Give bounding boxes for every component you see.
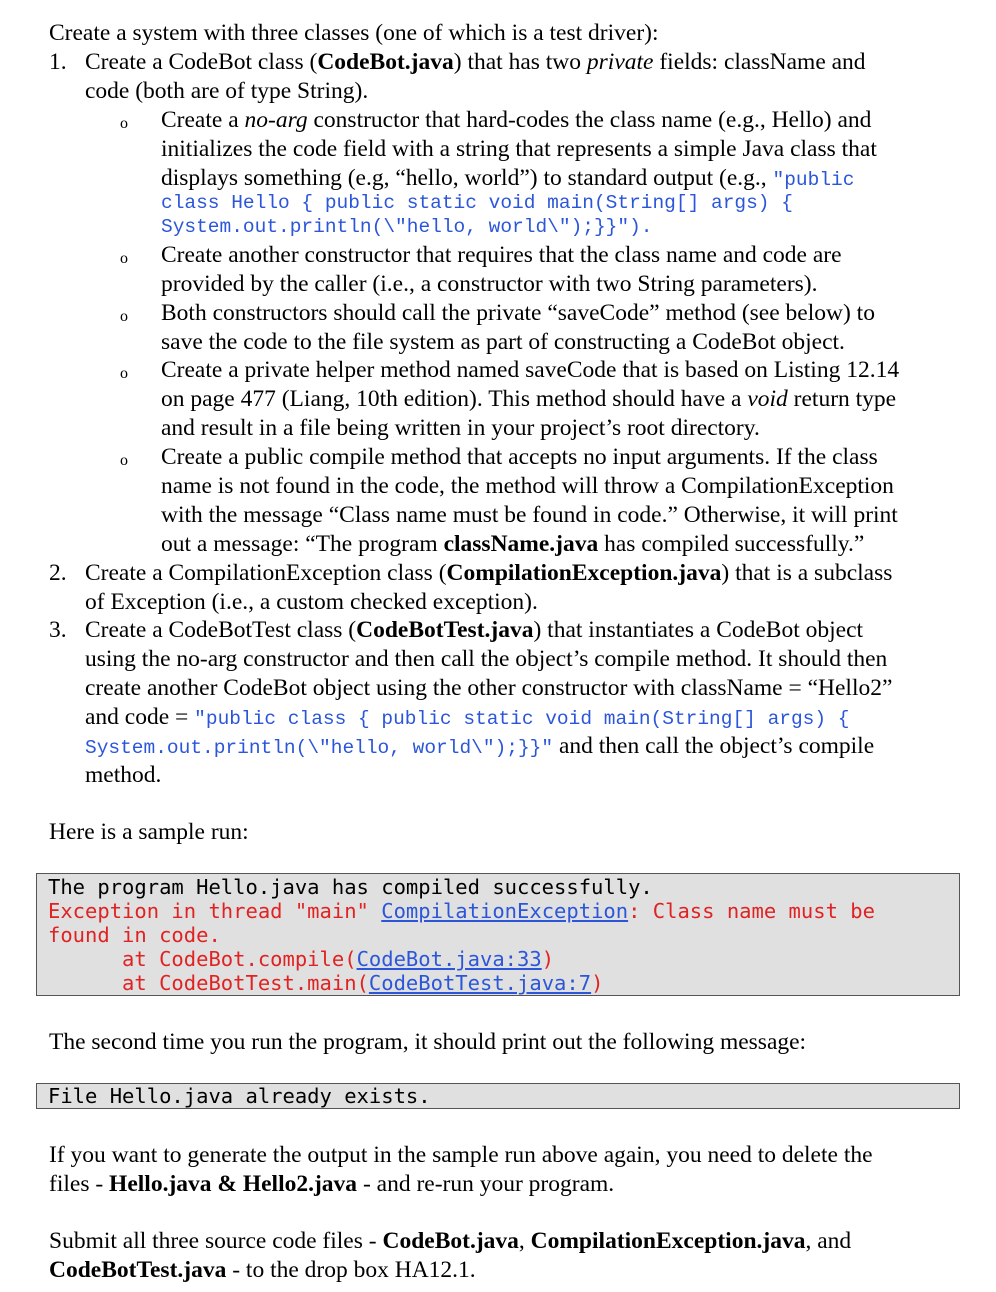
b5-line3: with the message “Class name must be found in code.” Otherwise, it will print <box>161 502 898 528</box>
bullet-3: o <box>120 308 128 325</box>
compilation-exception-link[interactable]: CompilationException <box>381 899 629 923</box>
console-line4: at CodeBot.compile(CodeBot.java:33) <box>48 947 555 971</box>
item3-number: 3. <box>49 617 67 643</box>
b4-line2: on page 477 (Liang, 10th edition). This method should have a void return type <box>161 386 897 412</box>
item3-line2: using the no-arg constructor and then call the object’s compile method. It should then <box>85 646 888 672</box>
regen-line2: files - Hello.java & Hello2.java - and re-run your program. <box>49 1171 615 1197</box>
item1-number: 1. <box>49 49 67 75</box>
item1-line2: code (both are of type String). <box>85 78 369 104</box>
item3-line6: method. <box>85 762 162 788</box>
b2-line2: provided by the caller (i.e., a constructor with two String parameters). <box>161 271 818 297</box>
b1-code-line4: class Hello { public static void main(String[] args) { <box>161 192 793 214</box>
b4-line1: Create a private helper method named saveCode that is based on Listing 12.14 <box>161 357 900 383</box>
b3-line2: save the code to the file system as part of constructing a CodeBot object. <box>161 329 845 355</box>
bullet-4: o <box>120 365 128 382</box>
console-line5: at CodeBotTest.main(CodeBotTest.java:7) <box>48 971 604 995</box>
b1-line1: Create a no-arg constructor that hard-codes the class name (e.g., Hello) and <box>161 107 872 133</box>
item3-line1: Create a CodeBotTest class (CodeBotTest.java) that instantiates a CodeBot object <box>85 617 864 643</box>
b5-line2: name is not found in the code, the method will throw a CompilationException <box>161 473 894 499</box>
bullet-5: o <box>120 452 128 469</box>
b2-line1: Create another constructor that requires that the class name and code are <box>161 242 842 268</box>
console-line3: found in code. <box>48 923 221 947</box>
intro-text: Create a system with three classes (one of which is a test driver): <box>49 20 659 46</box>
item3-line5: System.out.println(\"hello, world\");}}" and then call the object’s compile <box>85 733 875 759</box>
submit-line1: Submit all three source code files - CodeBot.java, CompilationException.java, and <box>49 1228 852 1254</box>
item3-line4: and code = "public class { public static void main(String[] args) { <box>85 704 850 730</box>
second-run-text: The second time you run the program, it should print out the following message: <box>49 1029 807 1055</box>
item2-number: 2. <box>49 560 67 586</box>
codebot-java-link[interactable]: CodeBot.java:33 <box>356 947 542 971</box>
console2-line1: File Hello.java already exists. <box>48 1084 431 1108</box>
b1-line3: displays something (e.g, “hello, world”) to standard output (e.g., "public <box>161 165 855 191</box>
console-line2: Exception in thread "main" CompilationException: Class name must be <box>48 899 875 923</box>
bullet-2: o <box>120 250 128 267</box>
console-line1: The program Hello.java has compiled successfully. <box>48 875 653 899</box>
sample-run-label: Here is a sample run: <box>49 819 249 845</box>
item1-line1: Create a CodeBot class (CodeBot.java) that has two private fields: className and <box>85 49 866 75</box>
b3-line1: Both constructors should call the private “saveCode” method (see below) to <box>161 300 875 326</box>
b1-line2: initializes the code field with a string that represents a simple Java class that <box>161 136 877 162</box>
b1-code-line5: System.out.println(\"hello, world\");}}"). <box>161 216 653 238</box>
b4-line3: and result in a file being written in your project’s root directory. <box>161 415 760 441</box>
item3-line3: create another CodeBot object using the other constructor with className = “Hello2” <box>85 675 893 701</box>
item2-line2: of Exception (i.e., a custom checked exception). <box>85 589 538 615</box>
submit-line2: CodeBotTest.java - to the drop box HA12.1. <box>49 1257 476 1283</box>
codebottest-java-link[interactable]: CodeBotTest.java:7 <box>368 971 592 995</box>
item2-line1: Create a CompilationException class (CompilationException.java) that is a subclass <box>85 560 893 586</box>
b5-line4: out a message: “The program className.java has compiled successfully.” <box>161 531 865 557</box>
b5-line1: Create a public compile method that accepts no input arguments. If the class <box>161 444 878 470</box>
bullet-1: o <box>120 115 128 132</box>
regen-line1: If you want to generate the output in the sample run above again, you need to delete the <box>49 1142 873 1168</box>
